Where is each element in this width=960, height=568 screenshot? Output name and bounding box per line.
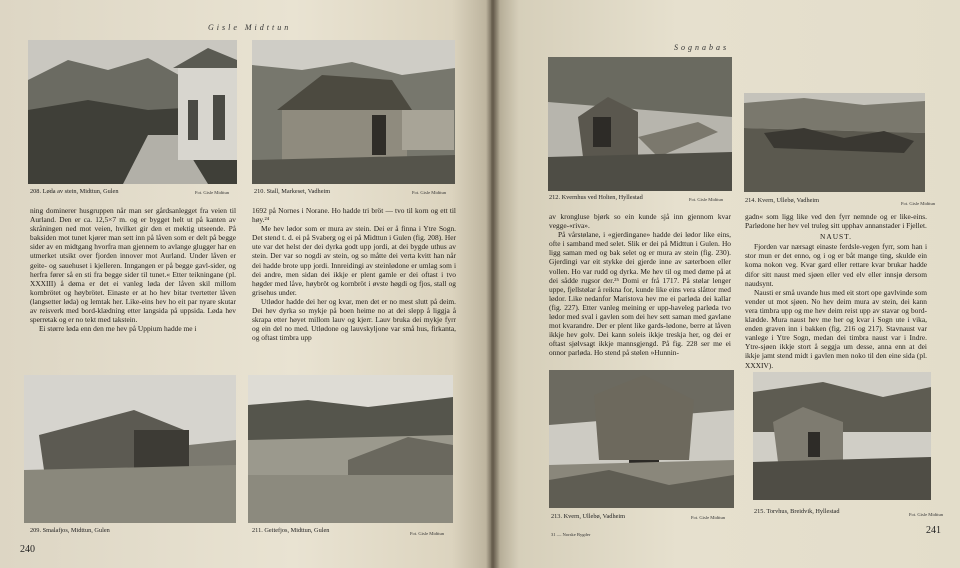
paragraph: 1692 på Nornes i Norane. Ho hadde tri bröt — tvo til korn og ett til høy.²⁴ [252, 206, 456, 225]
photo-mill-on-stones [549, 370, 734, 508]
photo-mill-house [548, 57, 732, 191]
figure-caption: 211. Geitefjos, Midttun, Gulen [252, 527, 330, 534]
text-column-2 [252, 206, 456, 342]
figure-caption: 210. Stall, Markeset, Vadheim [254, 188, 331, 195]
figure-credit: Fot. Gisle Midttun [691, 515, 726, 520]
figure-caption: 214. Kvern, Ullebø, Vadheim [745, 197, 820, 204]
photo-stone-barn-road [28, 40, 237, 184]
figure-credit: Fot. Gisle Midttun [901, 201, 936, 206]
paragraph: Utlødor hadde dei her og kvar, men det er no mest slutt på deim. Dei hev dyrka so mykje på boen heime no at dei slepp å liggja å skrapa etter høyet millom lauv og kjerr. Lauv bruka dei mykje fyrr og ein del no med. Utlødone og lauvskyljone var små hus, firkanta, og oftast timbra upp [252, 296, 456, 343]
figure-credit: Fot. Gisle Midttun [410, 531, 445, 536]
photo-goat-house [248, 375, 453, 523]
photo-turf-hut [753, 372, 931, 500]
paragraph: Fjorden var nærsagt einaste ferdsle-vegen fyrr, som han i stor mun er det enno, og i og er båt mange ting, skulde ein koma nokon veg. Kvar gard eller rettare kvar brukar hadde difor sitt naust med sjøen eller ved elv eller innsjø dersom naudsynt. [745, 242, 927, 288]
figure-caption: 209. Smalafjos, Midttun, Gulen [30, 527, 110, 534]
page-number: 240 [20, 544, 35, 555]
text-column-1 [549, 212, 731, 358]
figure-credit: Fot. Gisle Midttun [195, 190, 230, 195]
printer-footer: 31 — Norske Bygder [551, 532, 591, 537]
figure-caption: 208. Løda av stein, Midttun, Gulen [30, 188, 119, 195]
book-spine-shadow [486, 0, 500, 568]
figure-credit: Fot. Gisle Midttun [689, 197, 724, 202]
running-header: Gisle Midttun [208, 23, 292, 32]
paragraph: På vårstølane, i «gjerdingane» hadde dei lødor like eins, ofte i samband med selet. Slik er dei på Midttun i Gulen. Ho ligg saman med og bak selet og er mura av stein (fig. 230). Gjerdingi var eit stykke dei gjerde inne av sæterboen eller vollen. Ho var rudd og dyrka. Me hev til og med døme på at dei sådde rugsor der.²⁵ Domi er frå 1717. På stølar lenger uppe, fjellstølar å reikna for, kunde like eins vera slåttor med lødor. Like nedanfor Maristova hev me ei parløda dei kallar (fig. 227). Etter vanleg meining er upp-haveleg parløda tvo lødor med sval i gavlen som dei hev sett saman med gavlane mot kvarandre. Der er plent like gards-lødone, berre at låven ikkje hev golv. Dei kann soleis ikkje treskja her, og dei er oftast sjølvsagt ikkje mannsgjengd. På fig. 228 ser me ei onnor parløda. Ho stend på stølen »Hunnin- [549, 230, 731, 358]
section-heading: NAUST. [820, 232, 852, 242]
running-header: Sognabas [674, 43, 730, 52]
right-page [491, 0, 960, 568]
paragraph: Me hev lødor som er mura av stein. Dei er å finna i Ytre Sogn. Det stend t. d. ei på Svaberg og ei på Midttun i Gulen (fig. 208). Her ute var det helst der dei dyrka godt upp jordi, at dei bygde uthus av stein. Der var so nogdi av stein, og so måtte dei verta kvitt han når dei hadde brote upp jordi. Innreidingi av steinlødone er umlag som i dei andre, men sidan dei ikkje er plent gamle er dei oftast i tvo høgder med låve, høybröt og kornbröt i øvste høgdi og fjos, stall og grisehus under. [252, 224, 456, 297]
figure-caption: 215. Torvhus, Breidvik, Hyllestad [754, 508, 840, 515]
photo-mill-ruins [744, 93, 925, 192]
text-column-1 [30, 206, 236, 333]
text-column-2 [745, 212, 927, 370]
paragraph: Ei større løda enn den me hev på Uppium hadde me i [39, 324, 197, 334]
paragraph: gadn« som ligg like ved den fyrr nemnde og er like-eins. Parlødone her hev vel truleg sitt upphav annanstader i Fjellet. [745, 212, 927, 231]
figure-caption: 213. Kvern, Ullebø, Vadheim [551, 513, 626, 520]
paragraph: av krongluse bjørk so ein kunde sjå inn gjennom kvar vegge-«riva». [549, 212, 731, 231]
paragraph: Nausti er små uvande hus med eit stort ope gavlvinde som vender ut mot sjøen. No hev deim mura av stein, dei kann vera timbra upp og me hev deim reist upp av stavar og bord-klædde. Mura naust hev me her og kvar i Sogn ute i vika, enden graven inn i bakken (fig. 216 og 217). Stavnaust var vanlege i Ytre Sogn, medan dei timbra naust var i Indre. Ytre-sjøen ikkje stort å seggja um desse, anna enn at dei ikkje jamt stend midt i gavlen men noko til den eine sida (pl. XXXIV). [745, 287, 927, 370]
photo-timber-stable [252, 40, 455, 184]
photo-stone-sheephouse [24, 375, 236, 523]
figure-credit: Fot. Gisle Midttun [909, 512, 944, 517]
figure-credit: Fot. Gisle Midttun [412, 190, 447, 195]
paragraph: ning dominerer husgruppen når man ser gårdsanlegget fra veien til Aurland. Den er ca. 12,5×7 m. og er bygget helt ut på kanten av skråningen ned mot veien, hvilket gir den et mektig utseende. På baksiden mot tunet kjører man sett inn på låven som er delt på begge sider av en midtgang hvorfra man gjennem to avlange glugger har en utmerket utsikt over fjorden innover mot Aurland. Under låven er geite- og sauehuset i kjelleren. Inngangen er på begge gavl-sider, og herfra fører så en sti fra begge sider til tunet.« Etter teikningane (pl. XXXIII) å døma er det ei vanleg løda der låven skil millom kornbrötet og høybrötet. Einaste er at ho hev bitar tvertetter låven (langsetter løda) og lemtak her. Like-eins hev ho eit par nyare skutar av reisverk med bord-klædning etter langsida på uppsida. Løda hev sperretak og er no tekt med takstein. [30, 206, 236, 325]
page-number: 241 [926, 525, 941, 536]
figure-caption: 212. Kvernhus ved Holten, Hyllestad [549, 194, 643, 201]
